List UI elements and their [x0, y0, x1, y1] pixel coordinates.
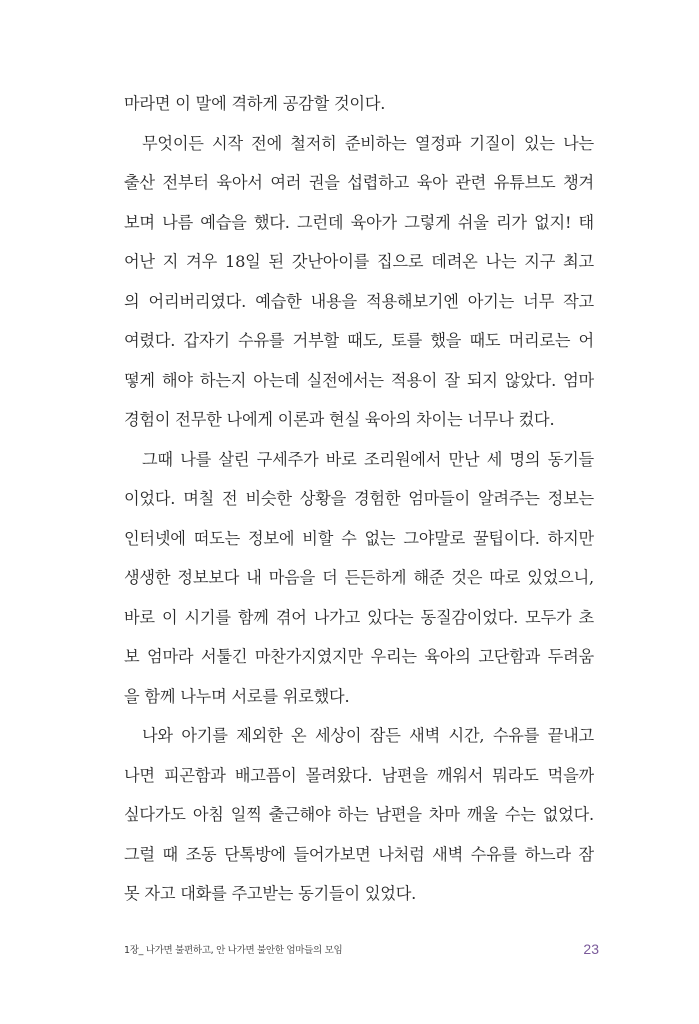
text-line: 생생한 정보보다 내 마음을 더 든든하게 해준 것은 따로 있었으니, — [124, 568, 594, 587]
text-line: 출산 전부터 육아서 여러 권을 섭렵하고 육아 관련 유튜브도 챙겨 — [124, 173, 594, 192]
text-line: 떻게 해야 하는지 아는데 실전에서는 적용이 잘 되지 않았다. 엄마 — [124, 370, 594, 390]
text-line: 어난 지 겨우 18일 된 갓난아이를 집으로 데려온 나는 지구 최고 — [124, 252, 594, 271]
text-line: 을 함께 나누며 서로를 위로했다. — [124, 686, 350, 706]
text-line: 나면 피곤함과 배고픔이 몰려왔다. 남편을 깨워서 뭐라도 먹을까 — [124, 765, 594, 785]
text-line: 나와 아기를 제외한 온 세상이 잠든 새벽 시간, 수유를 끝내고 — [142, 726, 594, 745]
text-line: 그럴 때 조동 단톡방에 들어가보면 나처럼 새벽 수유를 하느라 잠 — [124, 844, 594, 864]
body-text — [124, 84, 594, 914]
text-line: 그때 나를 살린 구세주가 바로 조리원에서 만난 세 명의 동기들 — [142, 449, 594, 469]
text-line: 바로 이 시기를 함께 겪어 나가고 있다는 동질감이었다. 모두가 초 — [124, 607, 594, 627]
text-line: 여렸다. 갑자기 수유를 거부할 때도, 토를 했을 때도 머리로는 어 — [124, 331, 594, 350]
text-line: 경험이 전무한 나에게 이론과 현실 육아의 차이는 너무나 컸다. — [124, 410, 555, 429]
text-line: 의 어리버리였다. 예습한 내용을 적용해보기엔 아기는 너무 작고 — [124, 291, 594, 311]
text-line: 이었다. 며칠 전 비슷한 상황을 경험한 엄마들이 알려주는 정보는 — [124, 489, 594, 508]
page-footer — [124, 938, 599, 960]
running-title: 1장_ 나가면 불편하고, 안 나가면 불안한 엄마들의 모임 — [124, 945, 343, 956]
text-line: 보 엄마라 서툴긴 마찬가지였지만 우리는 육아의 고단함과 두려움 — [124, 647, 594, 666]
text-line: 보며 나름 예습을 했다. 그런데 육아가 그렇게 쉬울 리가 없지! 태 — [124, 212, 594, 232]
text-line: 무엇이든 시작 전에 철저히 준비하는 열정파 기질이 있는 나는 — [142, 133, 594, 153]
text-line: 싶다가도 아침 일찍 출근해야 하는 남편을 차마 깨울 수는 없었다. — [124, 805, 594, 824]
page-number: 23 — [583, 941, 599, 957]
text-line: 인터넷에 떠도는 정보에 비할 수 없는 그야말로 꿀팁이다. 하지만 — [124, 528, 594, 548]
text-line: 마라면 이 말에 격하게 공감할 것이다. — [124, 94, 386, 113]
text-line: 못 자고 대화를 주고받는 동기들이 있었다. — [124, 884, 417, 903]
